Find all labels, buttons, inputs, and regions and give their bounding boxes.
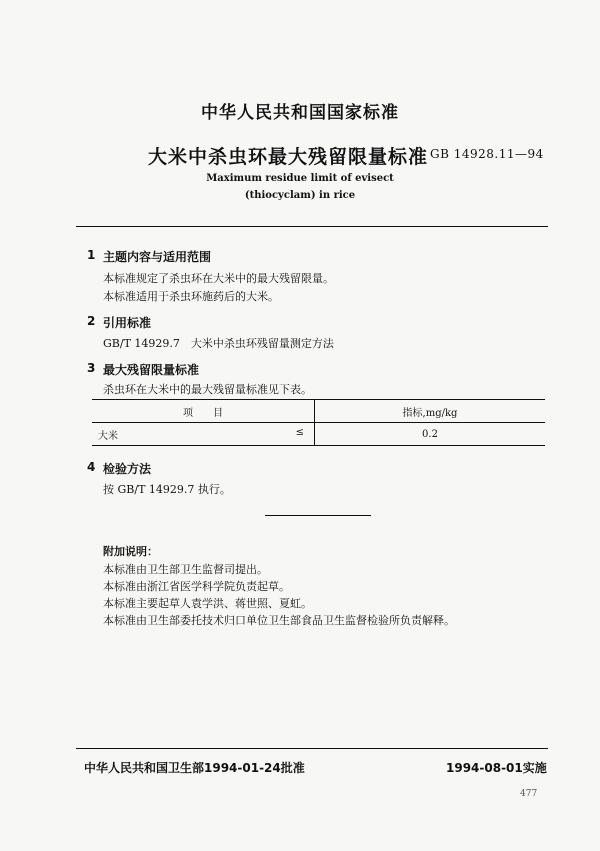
residue-limit-table <box>92 399 545 446</box>
end-of-text-rule <box>265 515 371 516</box>
english-title-line-2: (thiocyclam) in rice <box>244 190 356 201</box>
table-header-row <box>92 400 545 423</box>
table-item-symbol: ≤ <box>295 426 304 438</box>
standard-title: 大米中杀虫环最大残留限量标准 <box>148 146 429 168</box>
table-item-label: 大米 <box>98 430 118 442</box>
section-2-title: 引用标准 <box>103 316 152 330</box>
implementation-date: 1994-08-01实施 <box>446 761 547 775</box>
table-header-item: 项 目 <box>92 400 315 423</box>
header-divider <box>76 226 548 227</box>
section-3-number: 3 <box>87 361 96 375</box>
table-cell-value: 0.2 <box>315 423 546 446</box>
notes-line-3: 本标准主要起草人袁学洪、蒋世照、夏虹。 <box>103 597 312 610</box>
issuing-authority-title: 中华人民共和国国家标准 <box>201 103 399 123</box>
footer-divider <box>76 748 548 749</box>
section-1-paragraph-2: 本标准适用于杀虫环施药后的大米。 <box>103 290 279 303</box>
approval-line: 中华人民共和国卫生部1994-01-24批准 <box>84 761 305 775</box>
table-header-limit: 指标,mg/kg <box>315 400 546 423</box>
standard-number: GB 14928.11—94 <box>430 147 544 161</box>
section-1-paragraph-1: 本标准规定了杀虫环在大米中的最大残留限量。 <box>103 272 334 285</box>
table-cell-item <box>92 423 315 446</box>
section-3-title: 最大残留限量标准 <box>103 363 200 377</box>
section-3-paragraph-1: 杀虫环在大米中的最大残留量标准见下表。 <box>103 383 312 396</box>
english-title-line-1: Maximum residue limit of evisect <box>206 173 394 184</box>
section-1-title: 主题内容与适用范围 <box>103 250 212 264</box>
notes-line-2: 本标准由浙江省医学科学院负责起草。 <box>103 580 290 593</box>
notes-line-1: 本标准由卫生部卫生监督司提出。 <box>103 563 268 576</box>
section-2-paragraph-1: GB/T 14929.7 大米中杀虫环残留量测定方法 <box>103 337 334 350</box>
notes-line-4: 本标准由卫生部委托技术归口单位卫生部食品卫生监督检验所负责解释。 <box>103 614 455 627</box>
section-4-paragraph-1: 按 GB/T 14929.7 执行。 <box>103 483 231 496</box>
table-row <box>92 423 545 446</box>
section-1-number: 1 <box>87 248 96 262</box>
section-2-number: 2 <box>87 314 96 328</box>
section-4-title: 检验方法 <box>103 462 152 476</box>
section-4-number: 4 <box>87 460 96 474</box>
notes-title: 附加说明： <box>103 545 158 558</box>
page-number: 477 <box>520 789 538 799</box>
